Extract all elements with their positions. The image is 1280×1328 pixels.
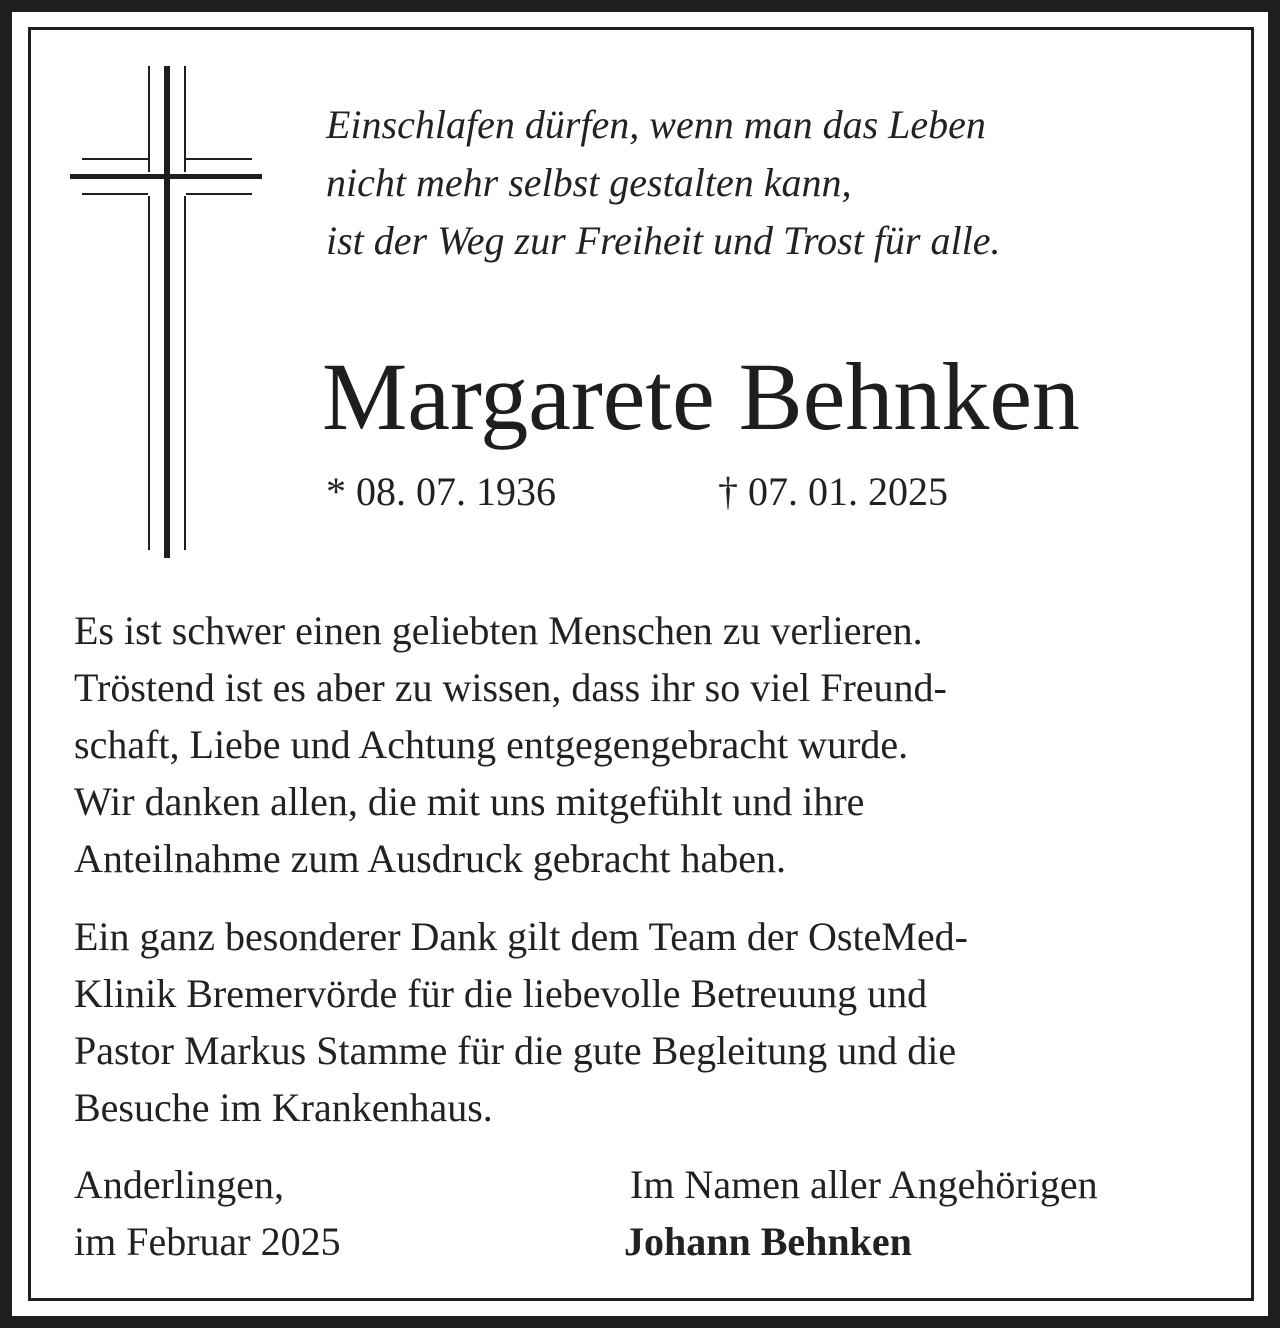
verse-line: Einschlafen dürfen, wenn man das Leben — [326, 102, 986, 147]
thanks-paragraph — [74, 602, 947, 887]
text-line: Ein ganz besonderer Dank gilt dem Team der OsteMed- — [74, 914, 968, 959]
verse-line: nicht mehr selbst gestalten kann, — [326, 160, 852, 205]
cross-icon — [70, 66, 262, 558]
text-line: Klinik Bremervörde für die liebevolle Betreuung und — [74, 971, 928, 1016]
verse-line: ist der Weg zur Freiheit und Trost für alle. — [326, 218, 1001, 263]
text-line: Anteilnahme zum Ausdruck gebracht haben. — [74, 836, 786, 881]
death-date: † 07. 01. 2025 — [718, 469, 948, 514]
verse — [326, 96, 1000, 270]
text-line: Besuche im Krankenhaus. — [74, 1085, 493, 1130]
closing-date: im Februar 2025 — [74, 1219, 341, 1264]
signer-name: Johann Behnken — [624, 1219, 912, 1264]
text-line: schaft, Liebe und Achtung entgegengebracht wurde. — [74, 722, 909, 767]
on-behalf-text: Im Namen aller Angehörigen — [630, 1162, 1098, 1207]
birth-date: * 08. 07. 1936 — [326, 469, 556, 514]
place-and-date — [74, 1156, 341, 1270]
text-line: Wir danken allen, die mit uns mitgefühlt und ihre — [74, 779, 865, 824]
place: Anderlingen, — [74, 1162, 284, 1207]
text-line: Pastor Markus Stamme für die gute Begleitung und die — [74, 1028, 957, 1073]
text-line: Es ist schwer einen geliebten Menschen zu verlieren. — [74, 608, 923, 653]
obituary-card — [12, 12, 1268, 1316]
text-line: Tröstend ist es aber zu wissen, dass ihr so viel Freund- — [74, 665, 947, 710]
deceased-name: Margarete Behnken — [322, 343, 1080, 450]
signature-block — [624, 1156, 1098, 1270]
special-thanks-paragraph — [74, 908, 968, 1136]
